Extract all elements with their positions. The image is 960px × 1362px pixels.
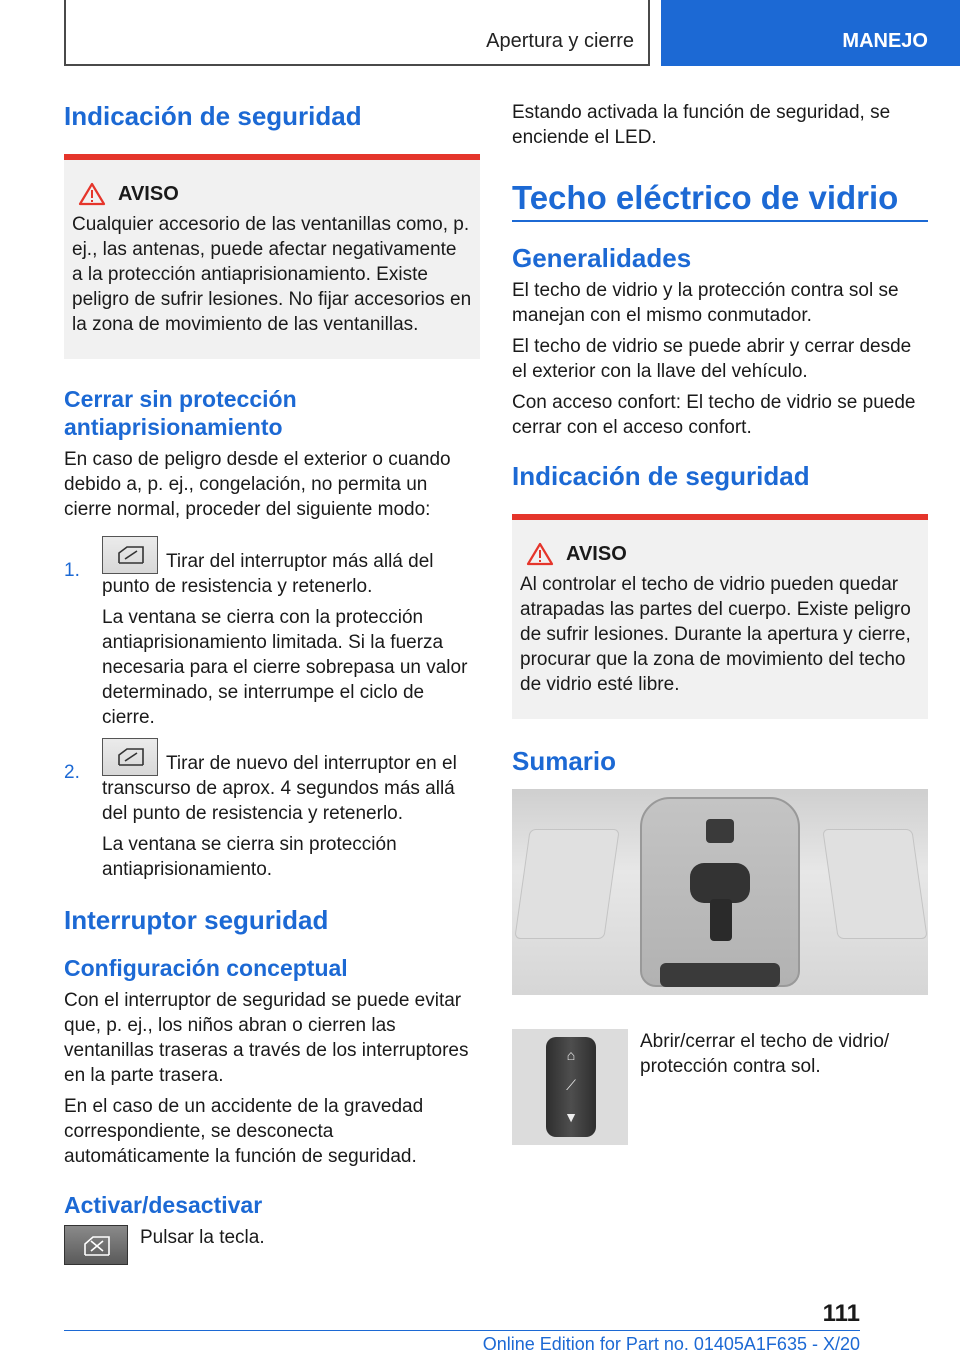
heading-switch: Interruptor seguridad	[64, 905, 329, 935]
step-number: 1.	[64, 560, 80, 581]
step-2	[64, 738, 480, 882]
section-title: Apertura y cierre	[486, 30, 634, 52]
general-text-1: El techo de vidrio y la protección contra sol se manejan con el mismo conmutador.	[512, 280, 899, 326]
heading-toggle: Activar/desactivar	[64, 1192, 263, 1218]
roof-switch-photo	[512, 1029, 628, 1145]
step-1	[64, 536, 480, 730]
edition-text: Online Edition for Part no. 01405A1F635 - X/20	[482, 1334, 860, 1354]
window-switch-icon	[102, 738, 158, 776]
roof-switch-row	[512, 1029, 928, 1145]
step-text: Tirar del interruptor más allá del punto de resistencia y retenerlo.	[102, 536, 480, 599]
warning-box-roof	[512, 514, 928, 719]
warning-triangle-icon	[526, 542, 554, 566]
arrow-down-icon: ▼	[564, 1109, 578, 1125]
step-number: 2.	[64, 762, 80, 783]
heading-safety-roof: Indicación de seguridad	[512, 461, 810, 491]
heading-general: Generalidades	[512, 243, 692, 273]
warning-text: Cualquier accesorio de las ventanillas como, p. ej., las antenas, puede afectar negativamente a la protección antiaprisionamiento. Existe peligro de sufrir lesiones. No fijar accesorios en la zona de movimiento de las ventanillas.	[72, 214, 472, 335]
tilt-icon: ⟋	[566, 1077, 576, 1093]
page-number: 111	[822, 1300, 860, 1327]
header-tab-manejo[interactable]	[661, 0, 960, 66]
concept-text-1: Con el interruptor de seguridad se puede evitar que, p. ej., los niños abran o cierren las ventanillas traseras a través de los interruptores en la parte trasera.	[64, 990, 469, 1086]
concept-text-2: En el caso de un accidente de la gravedad correspondiente, se desconecta automáticamente la función de seguridad.	[64, 1096, 424, 1167]
tab-label: MANEJO	[842, 30, 928, 52]
step-text: Tirar de nuevo del interruptor en el transcurso de aprox. 4 segundos más allá del punto de resistencia y retenerlo.	[102, 738, 480, 826]
step-detail: La ventana se cierra sin protección antiaprisionamiento.	[102, 834, 397, 880]
roof-console-photo	[512, 789, 928, 995]
close-intro: En caso de peligro desde el exterior o cuando debido a, p. ej., congelación, no permita un cierre normal, proceder del siguiente modo:	[64, 449, 451, 520]
general-text-3: Con acceso confort: El techo de vidrio se puede cerrar con el acceso confort.	[512, 392, 916, 438]
heading-safety: Indicación de seguridad	[64, 101, 362, 131]
warning-triangle-icon	[78, 182, 106, 206]
arrow-up-icon: ⌂	[566, 1047, 576, 1063]
heading-close: Cerrar sin protección antiaprisionamiento	[64, 386, 297, 440]
left-column	[64, 100, 480, 1265]
window-switch-icon	[102, 536, 158, 574]
heading-roof: Techo eléctrico de vidrio	[512, 178, 928, 222]
warning-box	[64, 154, 480, 359]
switch-caption: Abrir/cerrar el techo de vidrio/ protección contra sol.	[640, 1031, 890, 1077]
safety-switch-key-icon	[64, 1225, 128, 1265]
toggle-row	[64, 1225, 480, 1265]
general-text-2: El techo de vidrio se puede abrir y cerrar desde el exterior con la llave del vehículo.	[512, 336, 912, 382]
toggle-text: Pulsar la tecla.	[140, 1227, 265, 1248]
warning-title: AVISO	[118, 182, 179, 205]
header-section	[64, 0, 650, 66]
right-column	[512, 100, 928, 1145]
heading-summary: Sumario	[512, 746, 617, 776]
step-detail: La ventana se cierra con la protección antiaprisionamiento limitada. Si la fuerza necesaria para el cierre sobrepasa un valor determinado, se interrumpe el ciclo de cierre.	[102, 607, 468, 728]
warning-text: Al controlar el techo de vidrio pueden quedar atrapadas las partes del cuerpo. Existe peligro de sufrir lesiones. Durante la apertura y cierre, procurar que la zona de movimiento del techo de vidrio esté libre.	[520, 574, 911, 695]
warning-title: AVISO	[566, 542, 627, 565]
heading-concept: Configuración conceptual	[64, 955, 348, 981]
led-text: Estando activada la función de seguridad, se enciende el LED.	[512, 102, 891, 148]
